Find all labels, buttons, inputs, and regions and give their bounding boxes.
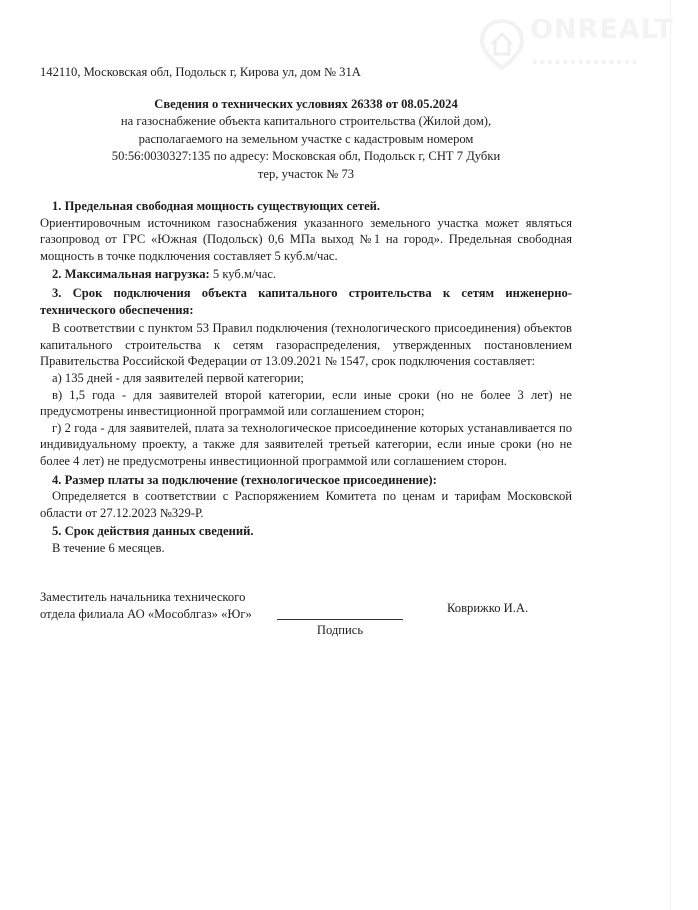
section-3-item: а) 135 дней - для заявителей первой категории; xyxy=(52,370,304,385)
section-4-text: Определяется в соответствии с Распоряжением Комитета по ценам и тарифам Московской области от 27.12.2023 №329-Р. xyxy=(40,489,572,520)
page-edge xyxy=(670,0,671,910)
section-4-heading: 4. Размер платы за подключение (технологическое присоединение): xyxy=(52,472,437,487)
signatory-role-line: отдела филиала АО «Мособлгаз» «Юг» xyxy=(40,606,252,621)
signature-caption: Подпись xyxy=(316,623,364,637)
signatory-name: Коврижко И.А. xyxy=(447,601,529,615)
section-3-heading: 3. Срок подключения объекта капитального строительства к сетям инженерно-технического обеспечения: xyxy=(40,285,572,317)
header-line: 50:56:0030327:135 по адресу: Московская обл, Подольск г, СНТ 7 Дубки xyxy=(111,149,501,164)
signature-line xyxy=(277,619,403,620)
section-3-text: В соответствии с пунктом 53 Правил подключения (технологического присоединения) объектов капитального строительства к сетям газораспределения, утвержденных постановлением Правительства Российской Федерации от 13.09.2021 № 1547, срок подключения составляет: xyxy=(40,321,572,369)
section-2-value: 5 куб.м/час. xyxy=(212,267,277,282)
watermark-logo xyxy=(478,14,698,70)
watermark-brand: ONREALT xyxy=(530,14,674,45)
sender-address: 142110, Московская обл, Подольск г, Кирова ул, дом № 31А xyxy=(40,65,361,79)
header-line: располагаемого на земельном участке с кадастровым номером xyxy=(138,131,474,146)
document-title: Сведения о технических условиях 26338 от 08.05.2024 xyxy=(154,97,458,111)
header-line: на газоснабжение объекта капитального строительства (Жилой дом), xyxy=(120,114,492,129)
section-3-item: г) 2 года - для заявителей, плата за технологическое присоединение которых устанавливается по индивидуальному проекту, а также для заявителей третьей категории, если иные сроки (но не более 4 лет) не предусмотрены инвестиционной программой или соглашением сторон. xyxy=(40,420,572,468)
document-body xyxy=(40,196,572,556)
section-1-text: Ориентировочным источником газоснабжения указанного земельного участка может являться газопровод от ГРС «Южная (Подольск) 0,6 МПа выход №1 на город». Предельная свободная мощность в точке подключения составляет 5 куб.м/час. xyxy=(40,215,572,263)
section-5-heading: 5. Срок действия данных сведений. xyxy=(52,524,254,539)
section-2 xyxy=(40,266,572,283)
section-5-text: В течение 6 месяцев. xyxy=(52,540,165,555)
section-1-heading: 1. Предельная свободная мощность существующих сетей. xyxy=(52,199,381,213)
section-3-item: в) 1,5 года - для заявителей второй категории, если иные сроки (но не более 3 лет) не предусмотрены инвестиционной программой или соглашением сторон; xyxy=(40,387,572,419)
header-line: тер, участок № 73 xyxy=(257,166,355,181)
signatory-role xyxy=(40,589,252,622)
watermark-subtitle: ▪▪▪▪▪▪▪▪▪▪▪▪▪▪ xyxy=(532,57,640,66)
document-header xyxy=(40,96,572,183)
section-2-heading: 2. Максимальная нагрузка: xyxy=(52,267,210,282)
signatory-role-line: Заместитель начальника технического xyxy=(40,590,246,604)
house-pin-icon xyxy=(478,18,526,70)
